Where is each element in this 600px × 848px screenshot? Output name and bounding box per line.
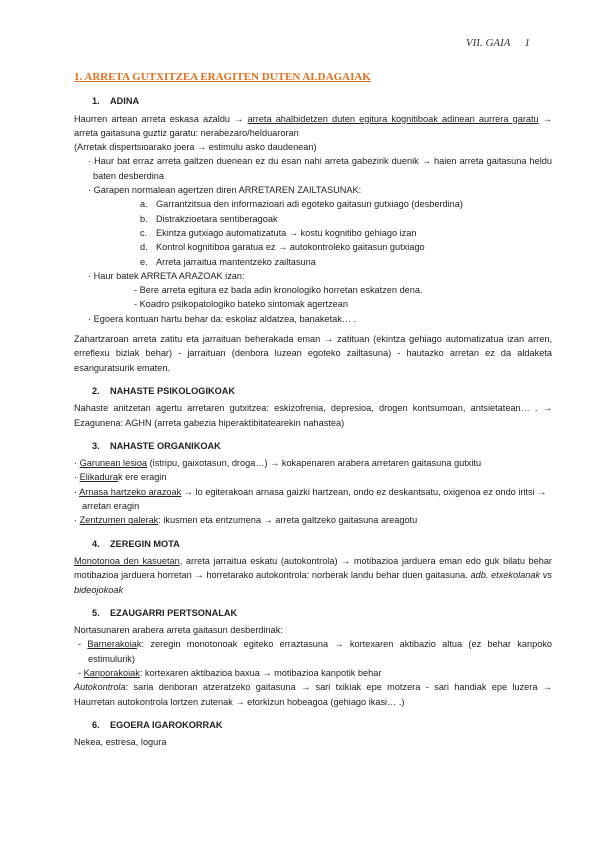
list-item: c. Ekintza gutxiago automatizatuta → kostu kognitibo gehiago izan: [140, 227, 417, 238]
section-title: 2. NAHASTE PSIKOLOGIKOAK: [92, 385, 236, 396]
main-title: 1. ARRETA GUTXITZEA ERAGITEN DUTEN ALDAGAIAK: [74, 71, 371, 83]
bullet-item: · Zentzumen galerak: ikusmen eta entzumena → arreta galtzeko gaitasuna areagotu: [74, 515, 418, 526]
bullet-item: · Haur bat erraz arreta galtzen duenean ez du esan nahi arreta gabezirik duenik → haien arreta gaitasuna heldu baten desberdina: [88, 156, 552, 181]
bullet-item: · Arnasa hartzeko arazoak → lo egiterakoan arnasa gaizki hartzean, ondo ez deskantsatu, oxigenoa ez ondo iritsi → arretan eragin: [74, 486, 547, 512]
paragraph: Monotonoa den kasuetan, arreta jarraitua eskatu (autokontrola) → motibazioa jarduera eman edo guk bilatu behar motibazioa jarduera horretan → horretarako autokontrola: norberak landu behar duen gaitasuna. adb. etxekolanak vs bideojokoak: [74, 555, 552, 595]
bullet-item: · Haur batek ARRETA ARAZOAK izan:: [88, 270, 245, 281]
bullet-item: - Kanporakoiak: kortexaren aktibazioa baxua → motibazioa kanpotik behar: [78, 667, 382, 678]
page-number: 1: [524, 37, 530, 49]
paragraph: Nortasunaren arabera arreta gaitasun desberdinak:: [74, 625, 283, 636]
bullet-item: · Elikadurak ere eragin: [74, 472, 167, 483]
section-title: 5. EZAUGARRI PERTSONALAK: [92, 607, 238, 618]
list-item: d. Kontrol kognitiboa garatua ez → autokontroleko gaitasun gutxiago: [140, 242, 425, 253]
bullet-item: · Garapen normalean agertzen diren ARRETAREN ZAILTASUNAK:: [88, 185, 362, 196]
chapter-label: VII. GAIA: [465, 37, 511, 49]
list-item: a. Garrantzitsua den informazioari adi egoteko gaitasun gutxiago (desberdina): [140, 199, 463, 210]
list-item: e. Arreta jarraitua mantentzeko zailtasuna: [140, 256, 316, 267]
paragraph: Nekea, estresa, logura: [74, 737, 167, 748]
paragraph: Nahaste anitzetan agertu arretaren gutxitzea: eskizofrenia, depresioa, drogen kontsumoan, antsietatean… . → Ezagunena: AGHN (arreta gabezia hiperaktibitatearekin nahastea): [74, 403, 552, 428]
bullet-item: · Egoera kontuan hartu behar da: eskolaz aldatzea, banaketak… .: [88, 313, 357, 324]
paragraph: Autokontrola: saria denboran atzeratzeko gaitasuna → sari txikiak epe motzera - sari handiak epe luzera → Haurretan autokontrola lortzen zutenak → etorkizun hobeagoa (gehiago ikasi… .): [74, 682, 552, 707]
lettered-list: [74, 197, 552, 268]
section-title: 1. ADINA: [92, 96, 140, 107]
paragraph: Zahartzaroan arreta zatitu eta jarraituan beherakada eman → zatituan (ekintza gehiago automatizatua izan arren, erreflexu biziak behar) - jarraituan (denbora luzean egoteko zailtasuna) - hautazko arretan ez da aldaketa esanguratsurik ematen.: [74, 334, 552, 373]
paragraph: (Arretak dispertsioarako joera → estimulu asko daudenean): [74, 142, 317, 153]
bullet-item: - Barnerakoiak: zeregin monotonoak egiteko erraztasuna → kortexaren aktibazio altua (ez behar kanpoko estimulurik): [78, 639, 553, 664]
section-title: 4. ZEREGIN MOTA: [92, 538, 180, 549]
section-title: 6. EGOERA IGAROKORRAK: [92, 719, 223, 730]
sub-item: - Bere arreta egitura ez bada adin kronologiko horretan eskatzen dena.: [134, 285, 423, 296]
running-header: [466, 36, 530, 50]
section-title: 3. NAHASTE ORGANIKOAK: [92, 440, 221, 451]
paragraph: Haurren artean arreta eskasa azaldu → arreta ahalbidetzen duten egitura kognitiboak adinean aurrera garatu → arreta gaitasuna guztiz garatu: nerabezaro/helduaroran: [74, 113, 552, 138]
bullet-item: · Garunean lesioa (istripu, gaixotasun, droga…) → kokapenaren arabera arretaren gaitasuna gutxitu: [74, 458, 482, 469]
sub-item: - Koadro psikopatologiko bateko sintomak agertzean: [134, 299, 348, 310]
list-item: b. Distrakzioetara sentiberagoak: [140, 213, 278, 224]
